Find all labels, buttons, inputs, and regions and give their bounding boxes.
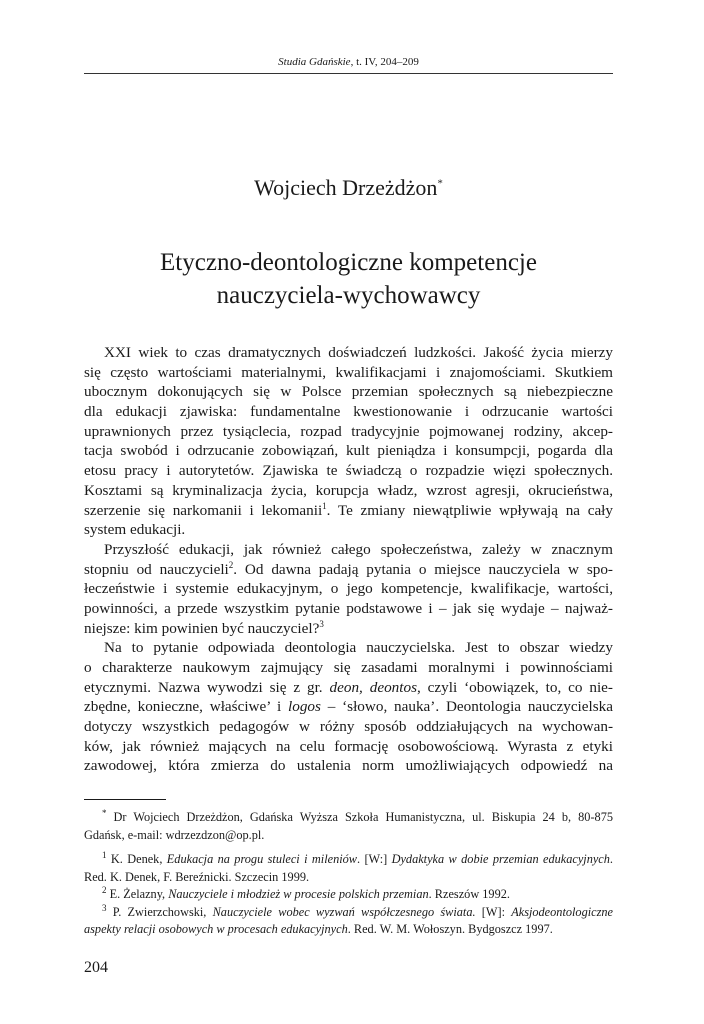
- footnote-text: [W]:: [475, 904, 512, 919]
- body-line: [84, 619, 613, 639]
- body-text-span: zbędne, konieczne, właściwe’ i: [84, 698, 288, 716]
- footnote-3-cont: [84, 921, 613, 939]
- title-line-2: nauczyciela-wychowawcy: [216, 282, 481, 309]
- footnote-mark: *: [102, 807, 107, 818]
- body-line: [84, 697, 613, 717]
- page-number: 204: [84, 959, 108, 976]
- footnote-ref-1: 1: [322, 500, 327, 511]
- footnote-title: Nauczyciele i młodzież w procesie polskich przemian: [168, 887, 429, 901]
- running-header: [84, 55, 613, 69]
- body-line: [84, 501, 613, 521]
- footnote-1-cont: Red. K. Denek, F. Bereźnicki. Szczecin 1999.: [84, 869, 310, 884]
- footnotes: [84, 851, 613, 939]
- footnote-title: Dydaktyka w dobie przemian edukacyjnych: [391, 852, 610, 866]
- footnote-text: Dr Wojciech Drzeżdżon, Gdańska Wyższa Szkoła Humanistyczna, ul. Biskupia 24 b, 80-875: [113, 810, 613, 824]
- footnote-text: . Red. W. M. Wołoszyn. Bydgoszcz 1997.: [347, 922, 553, 936]
- body-line: etosu pracy i autorytetów. Zjawiska te świadczą o rozpadzie więzi społecznych.: [84, 462, 613, 480]
- footnote-text: K. Denek,: [110, 852, 167, 866]
- header-rule: [84, 73, 613, 74]
- footnote-3: [84, 904, 613, 922]
- body-line: się często wartościami materialnymi, kwalifikacjami i znajomościami. Skutkiem: [84, 363, 613, 381]
- body-line: system edukacji.: [84, 521, 186, 539]
- body-line: [84, 678, 613, 698]
- body-line: dla edukacji zjawiska: fundamentalne kwestionowanie i odrzucanie wartości: [84, 403, 613, 421]
- body-line: Przyszłość edukacji, jak również całego społeczeństwa, zależy w znacznym: [104, 540, 613, 558]
- author-name: [84, 174, 613, 202]
- footnote-text: P. Zwierzchowski,: [112, 904, 213, 919]
- body-line: powinności, a przede wszystkim pytanie podstawowe i – jak się wydaje – najważ-: [84, 599, 613, 617]
- body-text-span: , czyli ‘obowiązek, to, co nie-: [416, 678, 613, 696]
- body-line: Na to pytanie odpowiada deontologia nauczycielska. Jest to obszar wiedzy: [104, 639, 613, 657]
- footnote-number: 3: [102, 902, 107, 913]
- footnote-rule: [84, 799, 166, 800]
- footnote-text: E. Żelazny,: [109, 887, 169, 901]
- body-text-span: . Te zmiany niewątpliwie wpływają na cały: [326, 501, 613, 519]
- article-title: [84, 246, 613, 312]
- footnote-text: .: [609, 852, 613, 866]
- footnote-line: [84, 809, 613, 827]
- body-line: tacja swobód i odrzucanie zobowiązań, kult pieniądza i konsumpcji, pogarda dla: [84, 442, 613, 460]
- footnote-ref-2: 2: [228, 559, 234, 570]
- footnote-1: [84, 851, 613, 869]
- body-text: [84, 343, 613, 776]
- body-line: Kosztami są kryminalizacja życia, korupcja władz, wzrost agresji, okrucieństwa,: [84, 481, 613, 499]
- footnote-number: 1: [102, 849, 107, 860]
- footnote-number: 2: [102, 884, 107, 895]
- footnote-title: Aksjodeontologiczne: [511, 904, 613, 919]
- footnote-title: Edukacja na progu stuleci i mileniów: [166, 852, 357, 866]
- body-text-span: niejsze: kim powinien być nauczyciel?: [84, 619, 320, 637]
- body-line: łeczeństwie i systemie edukacyjnym, o jego kompetencje, kwalifikacje, wartości,: [84, 580, 613, 598]
- body-line: ków, jak również mających na celu formację osobowościową. Wyrasta z etyki: [84, 737, 613, 755]
- greek-term: deon, deontos: [329, 678, 417, 696]
- author-footnote-mark: *: [437, 177, 443, 190]
- body-text-span: . Od dawna padają pytania o miejsce nauczyciela w spo-: [233, 560, 613, 578]
- body-line: zawodowej, która zmierza do ustalenia norm umożliwiających odpowiedź na: [84, 757, 613, 775]
- body-line: uprawnionych przez tysiąclecia, rozpad tradycyjnie pojmowanej rodziny, akcep-: [84, 422, 613, 440]
- journal-volume-pages: , t. IV, 204–209: [350, 56, 419, 68]
- footnote-ref-3: 3: [319, 618, 324, 629]
- body-line: ubocznym dokonujących się w Polsce przemian społecznych są niebezpieczne: [84, 383, 613, 401]
- footnote-text: . [W:]: [356, 852, 392, 866]
- body-text-span: szerzenie się narkomanii i lekomanii: [84, 501, 323, 519]
- greek-term: logos: [288, 698, 321, 716]
- body-text-span: etycznymi. Nazwa wywodzi się z gr.: [84, 678, 330, 696]
- body-text-span: – ‘słowo, nauka’. Deontologia nauczycielska: [320, 698, 613, 716]
- footnote-title: Nauczyciele wobec wyzwań współczesnego świata.: [212, 904, 476, 919]
- body-line: XXI wiek to czas dramatycznych doświadczeń ludzkości. Jakość życia mierzy: [104, 344, 613, 361]
- author-footnote: [84, 809, 613, 844]
- body-text-span: stopniu od nauczycieli: [84, 560, 229, 578]
- body-line: o charakterze naukowym zajmujący się zasadami moralnymi i powinnościami: [84, 659, 613, 676]
- body-line: dotyczy wszystkich pedagogów w różny sposób oddziałujących na wychowan-: [84, 718, 613, 736]
- title-line-1: Etyczno-deontologiczne kompetencje: [160, 249, 537, 276]
- author-name-text: Wojciech Drzeżdżon: [254, 175, 438, 200]
- footnote-title: aspekty relacji osobowych w procesach edukacyjnych: [84, 922, 348, 936]
- journal-name: Studia Gdańskie: [278, 56, 351, 68]
- footnote-text: . Rzeszów 1992.: [428, 887, 510, 901]
- body-line: [84, 560, 613, 580]
- footnote-2: [84, 886, 613, 904]
- footnote-line: Gdańsk, e-mail: wdrzezdzon@op.pl.: [84, 827, 265, 842]
